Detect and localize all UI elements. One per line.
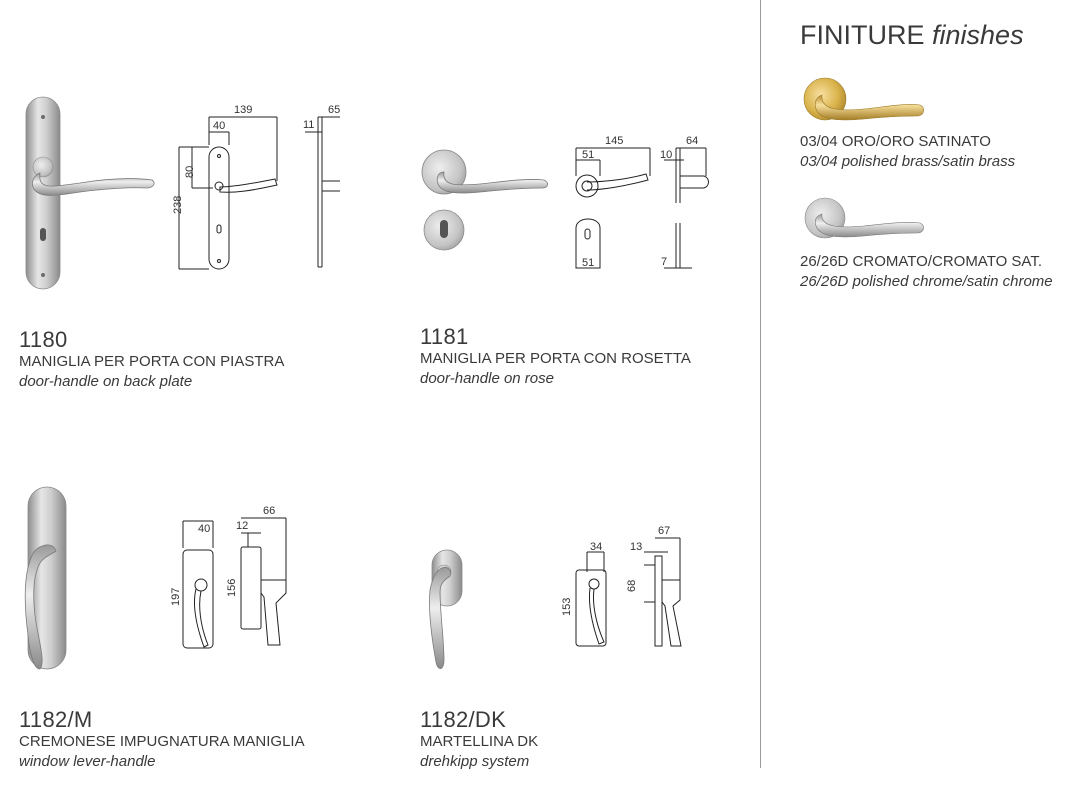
technical-drawing-side	[626, 525, 681, 646]
product-1182dk-illustration	[418, 520, 698, 680]
technical-drawing-side	[226, 505, 286, 645]
dim-label: 80	[184, 165, 196, 178]
finish-name-it: 03/04 ORO/ORO SATINATO	[800, 133, 991, 150]
column-divider	[760, 0, 761, 768]
product-name-en: drehkipp system	[420, 753, 530, 770]
technical-drawing-front	[576, 135, 650, 269]
finishes-title-main: FINITURE	[800, 20, 925, 50]
finish-gold-swatch	[802, 75, 932, 125]
finishes-title-italic: finishes	[932, 20, 1024, 50]
finish-chrome-swatch	[802, 196, 932, 246]
product-name-it: CREMONESE IMPUGNATURA MANIGLIA	[19, 733, 305, 750]
product-code: 1180	[19, 327, 68, 352]
product-1181-illustration	[420, 128, 710, 278]
dim-label: 66	[263, 505, 276, 517]
door-handle-rose-photo	[422, 150, 548, 250]
finish-name-en: 03/04 polished brass/satin brass	[800, 153, 1016, 170]
dim-label: 238	[172, 195, 184, 214]
dim-label: 64	[686, 135, 699, 147]
dim-label: 67	[658, 525, 671, 537]
dim-label: 65	[328, 104, 340, 116]
product-name-it: MANIGLIA PER PORTA CON ROSETTA	[420, 350, 691, 367]
window-lever-handle-photo	[25, 487, 66, 669]
dim-label: 40	[198, 523, 211, 535]
product-1182m-illustration	[18, 485, 308, 675]
product-name-it: MANIGLIA PER PORTA CON PIASTRA	[19, 353, 285, 370]
dim-label: 13	[630, 541, 643, 553]
product-code: 1182/M	[19, 707, 93, 732]
product-code: 1182/DK	[420, 707, 507, 732]
technical-drawing-side	[660, 135, 709, 268]
drehkipp-handle-photo	[429, 550, 462, 669]
finish-name-it: 26/26D CROMATO/CROMATO SAT.	[800, 253, 1042, 270]
dim-label: 139	[234, 104, 253, 116]
product-name-en: window lever-handle	[19, 753, 156, 770]
product-name-en: door-handle on back plate	[19, 373, 193, 390]
dim-label: 7	[661, 256, 668, 268]
dim-label: 51	[582, 149, 595, 161]
finish-name-en: 26/26D polished chrome/satin chrome	[800, 273, 1053, 290]
product-name-it: MARTELLINA DK	[420, 733, 539, 750]
dim-label: 51	[582, 257, 595, 269]
dim-label: 197	[170, 587, 182, 606]
product-name-en: door-handle on rose	[420, 370, 554, 387]
dim-label: 34	[590, 541, 603, 553]
dim-label: 145	[605, 135, 624, 147]
product-code: 1181	[420, 324, 469, 349]
dim-label: 40	[213, 120, 226, 132]
dim-label: 153	[561, 597, 573, 616]
technical-drawing-front	[561, 541, 606, 646]
dim-label: 156	[226, 578, 238, 597]
technical-drawing-side	[303, 104, 340, 267]
dim-label: 10	[660, 149, 673, 161]
dim-label: 11	[303, 119, 315, 131]
product-1180-illustration	[20, 95, 340, 295]
technical-drawing-front	[172, 104, 277, 269]
door-handle-backplate-photo	[26, 97, 154, 289]
finishes-title	[800, 20, 1024, 51]
technical-drawing-front	[170, 521, 213, 648]
dim-label: 68	[626, 579, 638, 592]
dim-label: 12	[236, 520, 249, 532]
